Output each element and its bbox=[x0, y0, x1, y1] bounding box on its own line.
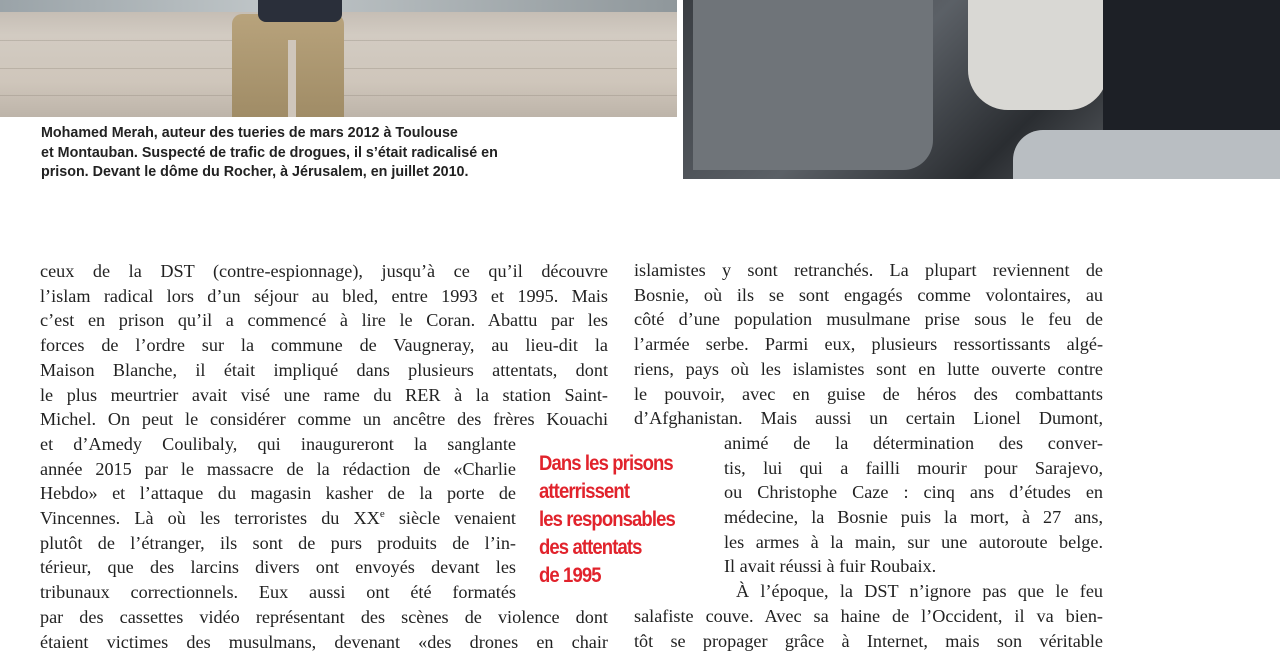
photo-person-leg-gap bbox=[288, 40, 296, 117]
caption-line: et Montauban. Suspecté de trafic de drogues, il s’était radicalisé en bbox=[41, 144, 498, 161]
text-line: Michel. On peut le considérer comme un ancêtre des frères Kouachi bbox=[40, 409, 608, 430]
photo-person-torso bbox=[258, 0, 342, 22]
article-column-left bbox=[40, 259, 608, 654]
text-line: riens, pays où les islamistes sont en lutte ouverte contre bbox=[634, 358, 1103, 379]
text-line: Maison Blanche, il était impliqué dans plusieurs attentats, dont bbox=[40, 359, 608, 380]
caption-line: Mohamed Merah, auteur des tueries de mars 2012 à Toulouse bbox=[41, 125, 458, 141]
text-line bbox=[40, 506, 516, 531]
superscript: e bbox=[379, 507, 385, 520]
text-line: d’Afghanistan. Mais aussi un certain Lionel Dumont, bbox=[634, 408, 1103, 429]
text-line: côté d’une population musulmane prise sous le feu de bbox=[634, 309, 1103, 330]
photo-white-clothing bbox=[968, 0, 1108, 110]
text-line: l’islam radical lors d’un séjour au bled, entre 1993 et 1995. Mais bbox=[40, 285, 608, 306]
article-column-right bbox=[634, 258, 1103, 653]
text-line: animé de la détermination des conver- bbox=[724, 432, 1103, 453]
text-line: l’armée serbe. Parmi eux, plusieurs ressortissants algé- bbox=[634, 334, 1103, 355]
pull-quote-line: les responsables bbox=[539, 508, 675, 531]
photo-car-body bbox=[1013, 130, 1280, 179]
text-line: térieur, que des larcins divers ont envoyés devant les bbox=[40, 557, 516, 578]
text-fragment: siècle venaient bbox=[384, 508, 516, 529]
text-line: médecine, la Bosnie puis la mort, à 27 ans, bbox=[724, 507, 1103, 528]
text-line: Bosnie, où ils se sont engagés comme volontaires, au bbox=[634, 284, 1103, 305]
text-line: plutôt de l’étranger, ils sont de purs produits de l’in- bbox=[40, 532, 516, 553]
photo-caption bbox=[41, 124, 661, 183]
text-line: ceux de la DST (contre-espionnage), jusqu’à ce qu’il découvre bbox=[40, 261, 608, 281]
photo-merah bbox=[0, 0, 677, 117]
text-line: le plus meurtrier avait visé une rame du RER à la station Saint- bbox=[40, 384, 608, 405]
text-line: les armes à la main, sur une autoroute belge. bbox=[724, 531, 1103, 552]
text-line: forces de l’ordre sur la commune de Vaugneray, au lieu-dit la bbox=[40, 335, 608, 356]
text-line: année 2015 par le massacre de la rédaction de «Charlie bbox=[40, 458, 516, 479]
photo-car-window bbox=[693, 0, 933, 170]
pull-quote-line: Dans les prisons bbox=[539, 452, 673, 475]
text-line: Il avait réussi à fuir Roubaix. bbox=[724, 556, 937, 577]
pull-quote-line: atterrissent bbox=[539, 480, 630, 503]
text-line: c’est en prison qu’il a commencé à lire le Coran. Abattu par les bbox=[40, 310, 608, 331]
text-line: étaient victimes des musulmans, devenant «des drones en chair bbox=[40, 631, 608, 652]
photo-dark-area bbox=[1103, 0, 1280, 140]
text-line: À l’époque, la DST n’ignore pas que le feu bbox=[736, 581, 1103, 602]
text-line: Hebdo» et l’attaque du magasin kasher de la porte de bbox=[40, 483, 516, 504]
pull-quote-line: de 1995 bbox=[539, 564, 601, 587]
caption-line: prison. Devant le dôme du Rocher, à Jérusalem, en juillet 2010. bbox=[41, 164, 469, 180]
text-line: le pouvoir, avec en guise de héros des combattants bbox=[634, 383, 1103, 404]
text-line: ou Christophe Caze : cinq ans d’études en bbox=[724, 482, 1103, 503]
pull-quote-line: des attentats bbox=[539, 536, 642, 559]
text-line: salafiste couve. Avec sa haine de l’Occident, il va bien- bbox=[634, 605, 1103, 626]
text-line: tis, lui qui a failli mourir pour Sarajevo, bbox=[724, 457, 1103, 478]
text-line: tribunaux correctionnels. Eux aussi ont été formatés bbox=[40, 582, 516, 603]
text-line: tôt se propager grâce à Internet, mais son véritable bbox=[634, 630, 1103, 651]
photo-car-scene bbox=[683, 0, 1280, 179]
text-fragment: Vincennes. Là où les terroristes du XX bbox=[40, 508, 380, 529]
text-line: par des cassettes vidéo représentant des scènes de violence dont bbox=[40, 606, 608, 627]
text-line: et d’Amedy Coulibaly, qui inaugureront la sanglante bbox=[40, 433, 516, 454]
text-line: islamistes y sont retranchés. La plupart reviennent de bbox=[634, 260, 1103, 280]
